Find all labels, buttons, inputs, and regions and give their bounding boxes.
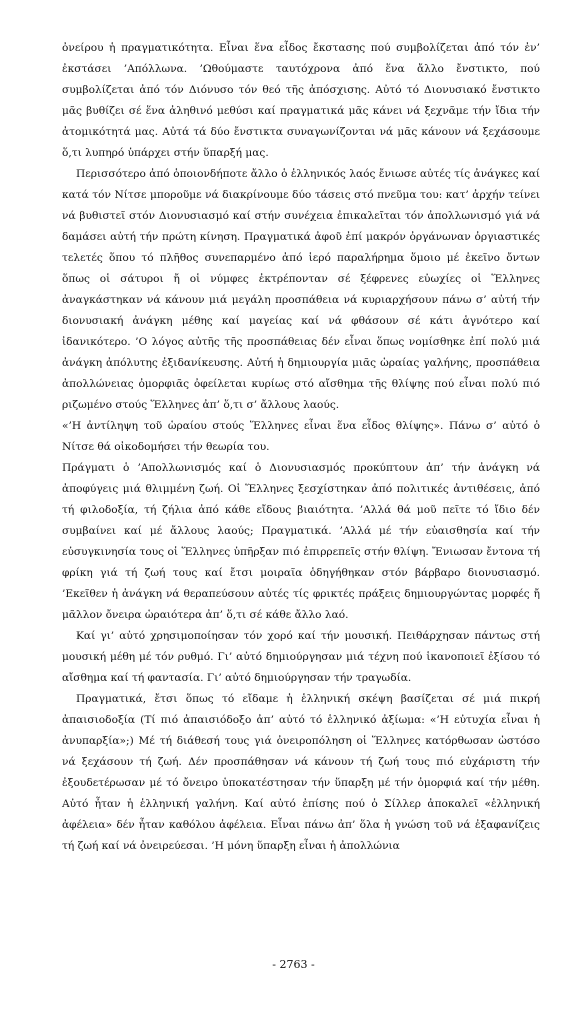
paragraph-3-quote: «’Η ἀντίληψη τοῦ ὡραίου στούς Ἕλληνες εἶναι ἕνα εἶδος θλίψης». Πάνω σ’ αὐτό ὁ Νίτσε θά οἰκοδομήσει τήν θεωρία του.	[62, 420, 540, 453]
paragraph-5: Καί γι’ αὐτό χρησιμοποίησαν τόν χορό καί τήν μουσική. Πειθάρχησαν πάντως στή μουσική μέθη μέ τόν ρυθμό. Γι’ αὐτό δημιούργησαν μιά τέχνη πού ἱκανοποιεῖ ἐξίσου τό αἴσθημα καί τή φαντασία. Γι’ αὐτό δημιούργησαν τήν τραγωδία.	[62, 630, 540, 684]
body-text	[62, 38, 540, 857]
paragraph-2: Περισσότερο ἀπό ὁποιονδήποτε ἄλλο ὁ ἑλληνικός λαός ἔνιωσε αὐτές τίς ἀνάγκες καί κατά τόν Νίτσε μποροῦμε νά διακρίνουμε δύο τάσεις στό πνεῦμα του: κατ’ ἀρχήν τείνει νά βυθιστεῖ στόν Διονυσιασμό καί στήν συνέχεια ἐπικαλεῖται τόν ἀπολλωνισμό γιά νά δαμάσει αὐτή τήν πρώτη κίνηση. Πραγματικά ἀφοῦ ἐπί μακρόν ὀργάνωναν ὀργιαστικές τελετές ὅπου τό πλῆθος συνεπαρμένο ἀπό ἱερό παραλήρημα ὅμοιο μέ ἐκεῖνο ὄντων ὅπως οἱ σάτυροι ἤ οἱ νύμφες ἐκτρέπονταν σέ ξέφρενες εὐωχίες οἱ Ἕλληνες ἀναγκάστηκαν νά κάνουν μιά μεγάλη προσπάθεια νά κυριαρχήσουν πάνω σ’ αὐτή τήν διονυσιακή ἀνάγκη μέθης καί μαγείας καί νά φθάσουν σέ κάτι ἁγνότερο καί ἰδανικότερο. ’Ο λόγος αὐτῆς τῆς προσπάθειας δέν εἶναι ὅπως νομίσθηκε ἐπί πολύ μιά ἀνάγκη ἀπόλυτης ἐξιδανίκευσης. Αὐτή ἡ δημιουργία μιᾶς ὡραίας γαλήνης, προσπάθεια ἀπολλώνειας ὀμορφιᾶς ὀφείλεται κυρίως στό αἴσθημα τῆς θλίψης πού εἶναι πολύ πιό ριζωμένο στούς Ἕλληνες ἀπ’ ὅ,τι σ’ ἄλλους λαούς.	[62, 168, 540, 411]
paragraph-6: Πραγματικά, ἔτσι ὅπως τό εἴδαμε ἡ ἑλληνική σκέψη βασίζεται σέ μιά πικρή ἀπαισιοδοξία (Τί πιό ἀπαισιόδοξο ἀπ’ αὐτό τό ἑλληνικό ἀξίωμα: «’Η εὐτυχία εἶναι ἡ ἀνυπαρξία»;) Μέ τή διάθεσή τους γιά ὀνειροπόληση οἱ Ἕλληνες κατόρθωσαν ὡστόσο νά ξεχάσουν τή ζωή. Δέν προσπάθησαν νά κάνουν τή ζωή τους πιό εὐχάριστη τήν ἐξουδετέρωσαν μέ τό ὄνειρο ὑποκατέστησαν τήν ὕπαρξη μέ τήν ὀμορφιά καί τήν μέθη. Αὐτό ἦταν ἡ ἑλληνική γαλήνη. Καί αὐτό ἐπίσης πού ὁ Σίλλερ ἀποκαλεῖ «ἑλληνική ἀφέλεια» δέν ἦταν καθόλου ἀφέλεια. Εἶναι πάνω ἀπ’ ὅλα ἡ γνώση τοῦ νά ἐξαφανίζεις τή ζωή καί νά ὀνειρεύεσαι. ’Η μόνη ὕπαρξη εἶναι ἡ ἀπολλώνια	[62, 693, 540, 852]
paragraph-4: Πράγματι ὁ ’Απολλωνισμός καί ὁ Διονυσιασμός προκύπτουν ἀπ’ τήν ἀνάγκη νά ἀποφύγεις μιά θλιμμένη ζωή. Οἱ Ἕλληνες ξεσχίστηκαν ἀπό πολιτικές ἀντιθέσεις, ἀπό τή φιλοδοξία, τή ζήλια ἀπό κάθε εἴδους βιαιότητα. ’Αλλά θά μοῦ πεῖτε τό ἴδιο δέν συμβαίνει καί μέ ἄλλους λαούς; Πραγματικά. ’Αλλά μέ τήν εὐαισθησία καί τήν εὐσυγκινησία τους οἱ Ἕλληνες ὑπῆρξαν πιό ἐπιρρεπεῖς στήν θλίψη. Ἔνιωσαν ἔντονα τή φρίκη γιά τή ζωή τους καί ἔτσι μοιραῖα ὁδηγήθηκαν στόν βάρβαρο διονυσιασμό. ’Εκεῖθεν ἡ ἀνάγκη νά θεραπεύσουν αὐτές τίς φρικτές πράξεις δημιουργώντας μορφές ἤ μᾶλλον ὄνειρα ὡραιότερα ἀπ’ ὅ,τι σέ κάθε ἄλλο λαό.	[62, 462, 540, 621]
page-number: - 2763 -	[272, 958, 315, 971]
paragraph-1: ὀνείρου ἡ πραγματικότητα. Εἶναι ἕνα εἶδος ἔκστασης πού συμβολίζεται ἀπό τόν ἐν’ ἐκστάσει ’Απόλλωνα. ’Ωθούμαστε ταυτόχρονα ἀπό ἕνα ἄλλο ἔνστικτο, πού συμβολίζεται ἀπό τόν Διόνυσο τόν θεό τῆς ἀπόσχισης. Αὐτό τό Διονυσιακό ἔνστικτο μᾶς βυθίζει σέ ἕνα ἀληθινό μεθύσι καί πραγματικά μᾶς κάνει νά ξεχνᾶμε τήν ἴδια τήν ἀτομικότητά μας. Αὐτά τά δύο ἔνστικτα συναγωνίζονται νά μᾶς κάνουν νά ξεχάσουμε ὅ,τι λυπηρό ὑπάρχει στήν ὕπαρξή μας.	[62, 42, 540, 159]
